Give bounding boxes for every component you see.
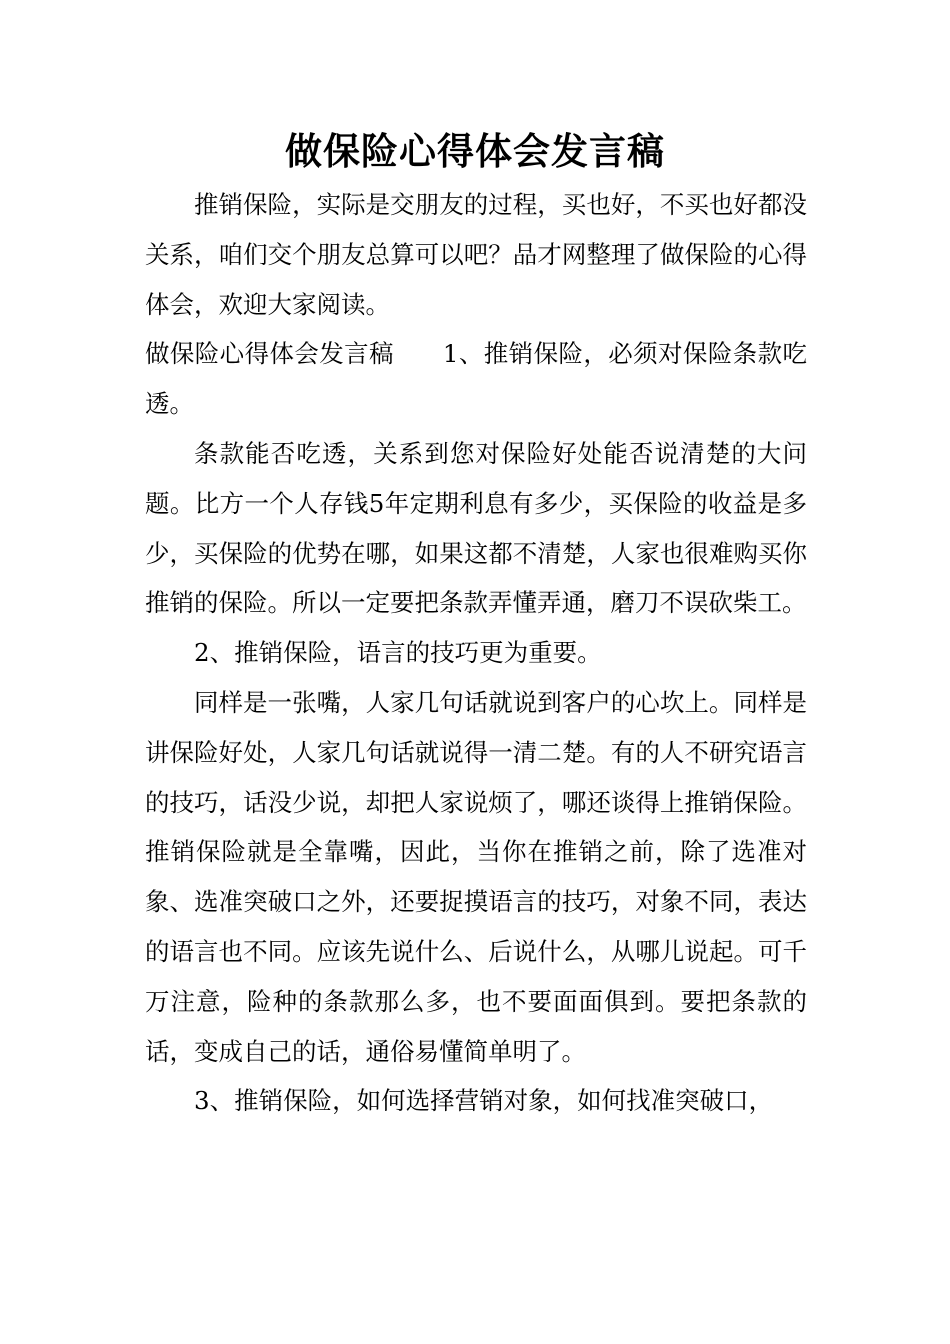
point2-heading-paragraph: 2、推销保险，语言的技巧更为重要。 [194,638,602,668]
document-body [145,180,807,1126]
intro-paragraph: 推销保险，实际是交朋友的过程，买也好，不买也好都没关系，咱们交个朋友总算可以吧？品才网整理了做保险的心得体会，欢迎大家阅读。 [145,190,807,319]
point1-heading: 1、推销保险，必须对保险条款吃透。 [145,339,807,419]
point3-heading-paragraph: 3、推销保险，如何选择营销对象，如何找准突破口， [194,1086,774,1116]
point2-body-paragraph: 同样是一张嘴，人家几句话就说到客户的心坎上。同样是讲保险好处，人家几句话就说得一清二楚。有的人不研究语言的技巧，话没少说，却把人家说烦了，哪还谈得上推销保险。推销保险就是全靠嘴，因此，当你在推销之前，除了选准对象、选准突破口之外，还要捉摸语言的技巧，对象不同，表达的语言也不同。应该先说什么、后说什么，从哪儿说起。可千万注意，险种的条款那么多，也不要面面俱到。要把条款的话，变成自己的话，通俗易懂简单明了。 [145,687,807,1066]
section-paragraph [145,329,807,429]
section-heading: 做保险心得体会发言稿 [145,339,394,369]
point1-body-paragraph: 条款能否吃透，关系到您对保险好处能否说清楚的大问题。比方一个人存钱5年定期利息有多少，买保险的收益是多少，买保险的优势在哪，如果这都不清楚，人家也很难购买你推销的保险。所以一定要把条款弄懂弄通，磨刀不误砍柴工。 [145,438,807,618]
document-title: 做保险心得体会发言稿 [285,129,665,173]
